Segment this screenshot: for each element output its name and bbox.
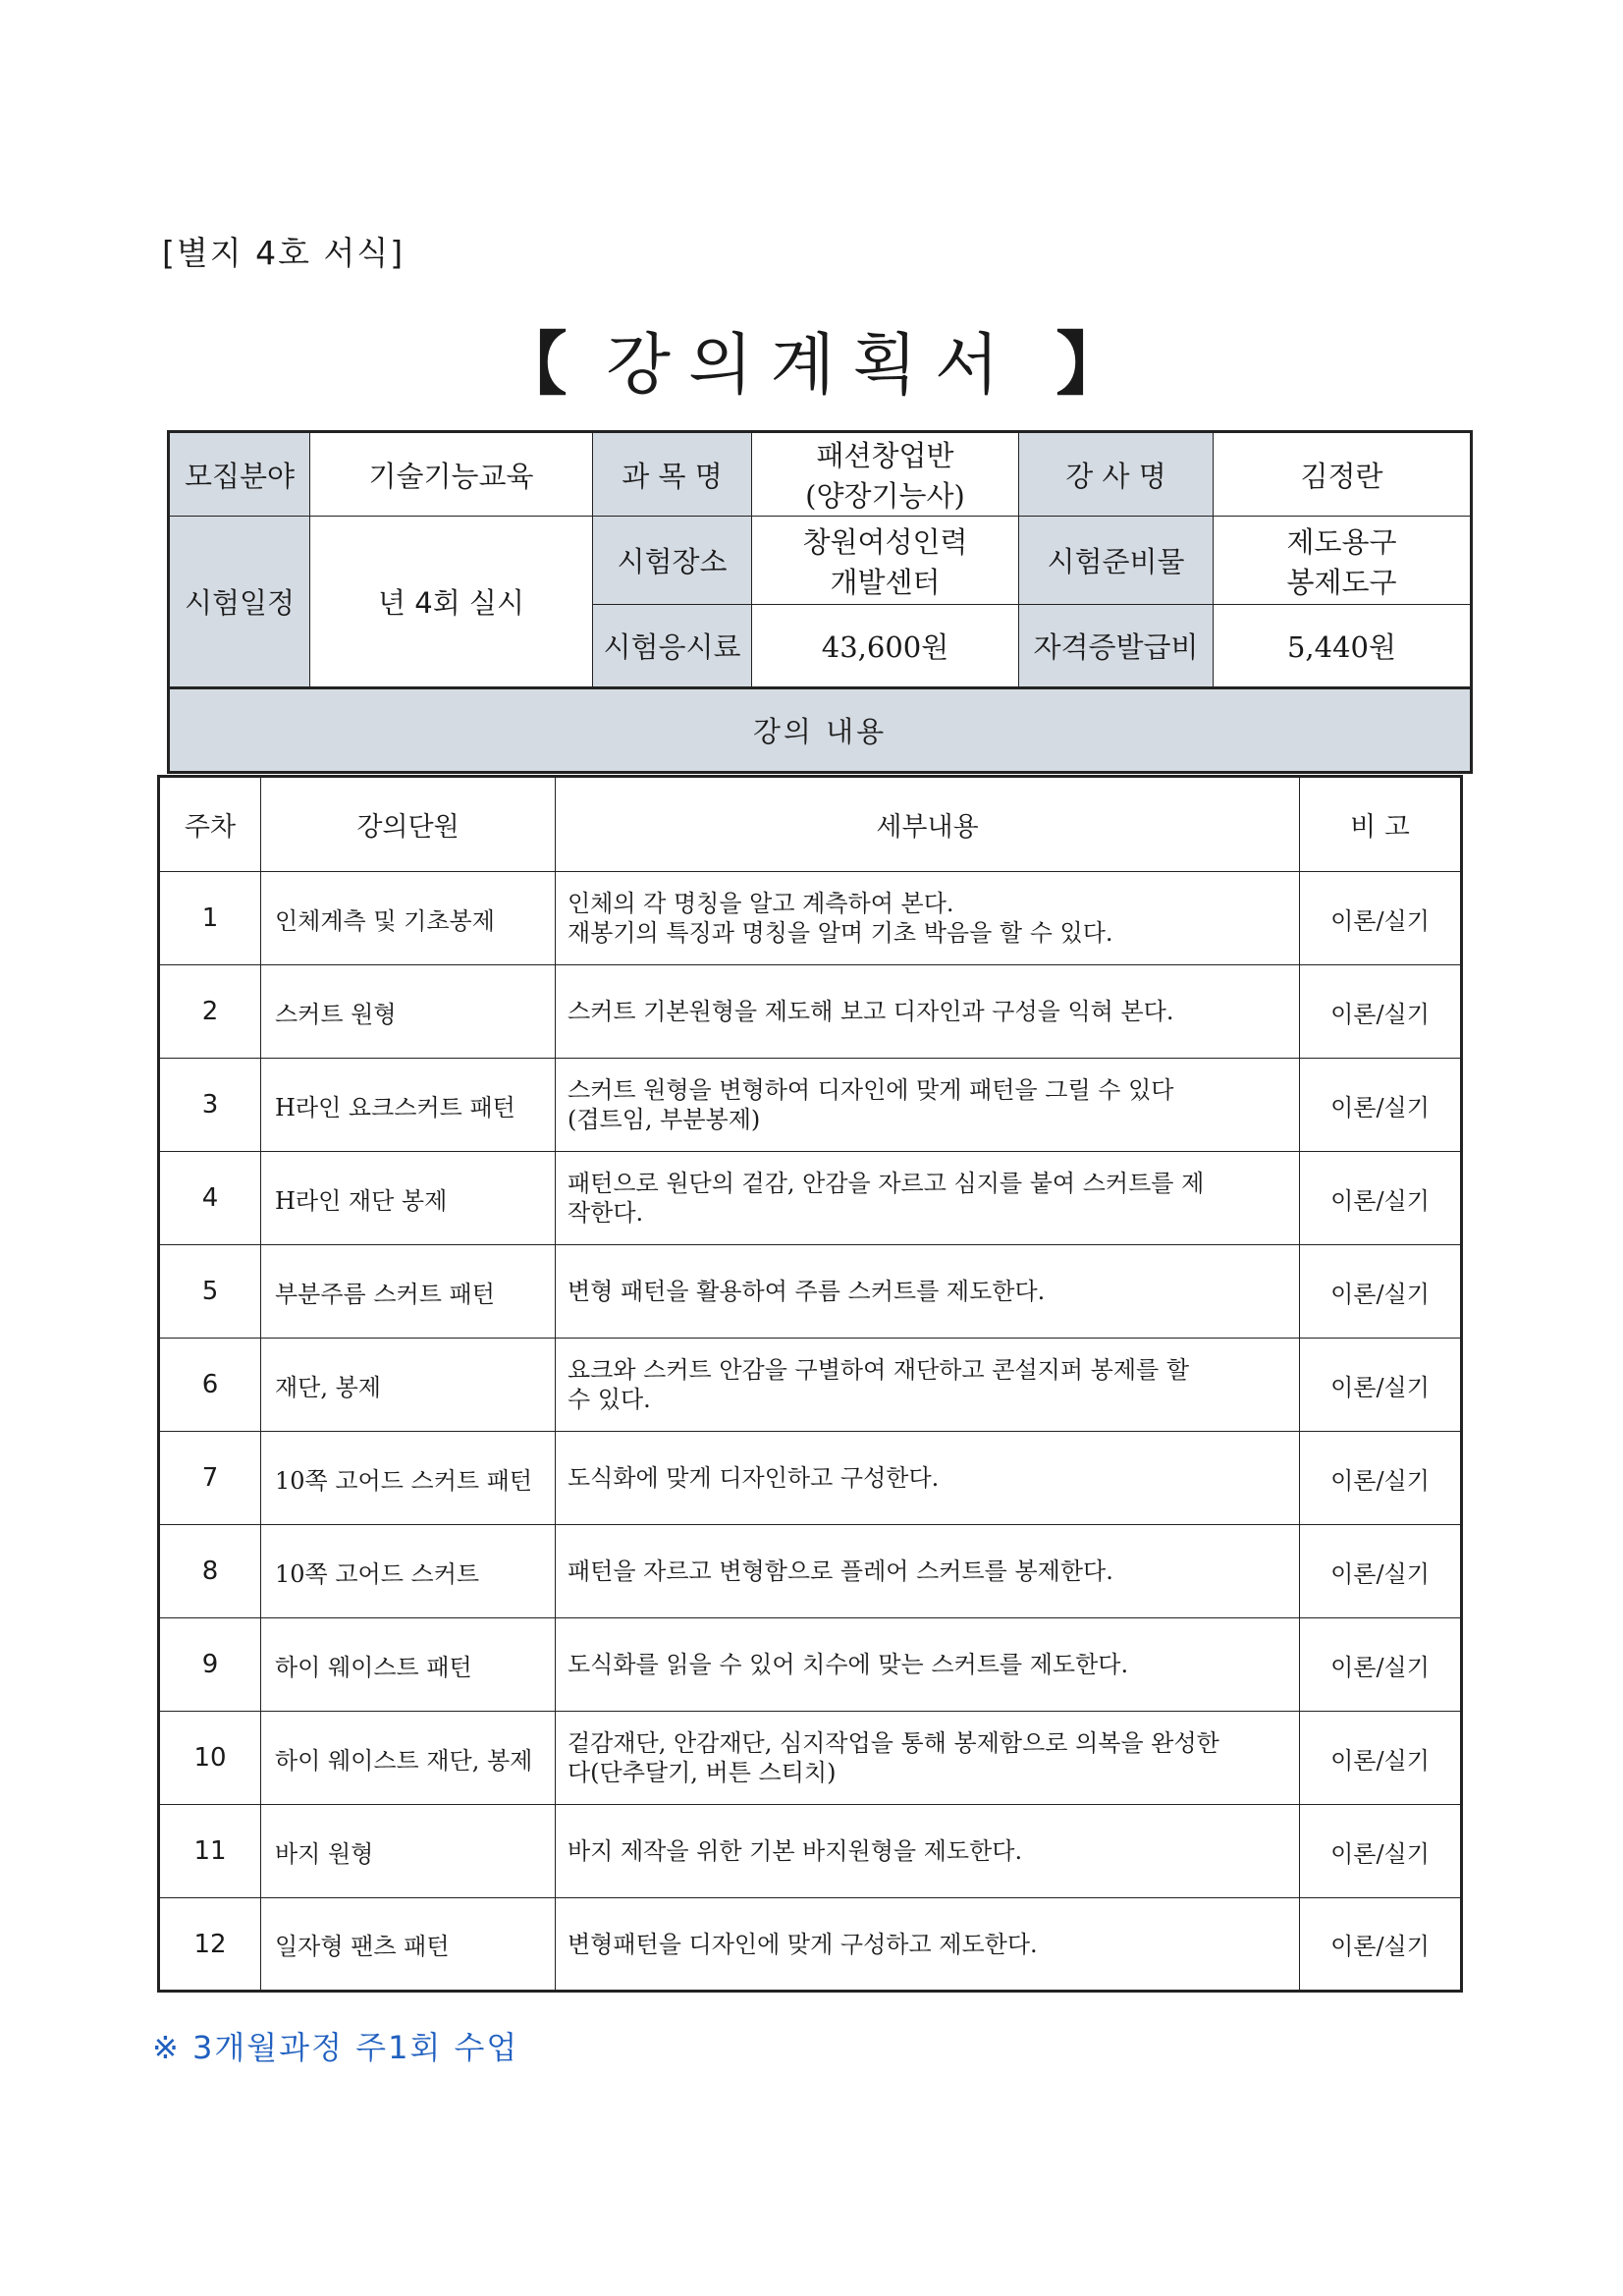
week-cell: 6 (159, 1339, 261, 1432)
header-week: 주차 (159, 777, 261, 872)
exam-supplies-label: 시험준비물 (1019, 517, 1214, 605)
week-cell: 1 (159, 872, 261, 965)
detail-cell (556, 965, 1300, 1059)
week-cell: 12 (159, 1898, 261, 1992)
table-row (159, 965, 1462, 1059)
table-row (159, 1805, 1462, 1898)
detail-line1: 변형 패턴을 활용하여 주름 스커트를 제도한다. (568, 1278, 1046, 1305)
table-row (159, 1059, 1462, 1152)
recruit-field-label: 모집분야 (169, 432, 310, 517)
header-unit: 강의단원 (261, 777, 556, 872)
unit-cell: 스커트 원형 (261, 965, 556, 1059)
detail-cell (556, 1712, 1300, 1805)
week-cell: 9 (159, 1618, 261, 1712)
exam-supplies-line2: 봉제도구 (1286, 565, 1397, 599)
unit-cell: 바지 원형 (261, 1805, 556, 1898)
detail-line2: 다(단추달기, 버튼 스티치) (568, 1759, 837, 1786)
week-cell: 10 (159, 1712, 261, 1805)
footnote: ※ 3개월과정 주1회 수업 (152, 2029, 519, 2066)
week-cell: 2 (159, 965, 261, 1059)
instructor-value: 김정란 (1214, 432, 1472, 517)
course-info-table (167, 430, 1473, 774)
exam-fee-value: 43,600원 (752, 605, 1019, 688)
detail-line1: 겉감재단, 안감재단, 심지작업을 통해 봉제함으로 의복을 완성한 (568, 1729, 1219, 1757)
title-text: 강의계획서 (606, 327, 1017, 405)
form-label: [별지 4호 서식] (162, 234, 406, 272)
table-row (159, 1152, 1462, 1245)
table-row (159, 1712, 1462, 1805)
unit-cell: 부분주름 스커트 패턴 (261, 1245, 556, 1339)
exam-venue-label: 시험장소 (593, 517, 752, 605)
detail-cell (556, 1059, 1300, 1152)
detail-line1: 패턴으로 원단의 겉감, 안감을 자르고 심지를 붙여 스커트를 제 (568, 1170, 1205, 1197)
detail-cell (556, 1898, 1300, 1992)
week-cell: 5 (159, 1245, 261, 1339)
exam-supplies-value (1214, 517, 1472, 605)
subject-value (752, 432, 1019, 517)
week-cell: 3 (159, 1059, 261, 1152)
title-bracket-close: 】 (1055, 324, 1125, 405)
table-row (159, 872, 1462, 965)
lecture-content-header: 강의 내용 (169, 688, 1472, 773)
note-cell: 이론/실기 (1300, 965, 1462, 1059)
note-cell: 이론/실기 (1300, 1712, 1462, 1805)
detail-cell (556, 1805, 1300, 1898)
table-row (159, 1898, 1462, 1992)
note-cell: 이론/실기 (1300, 1898, 1462, 1992)
header-detail: 세부내용 (556, 777, 1300, 872)
detail-line2: 재봉기의 특징과 명칭을 알며 기초 박음을 할 수 있다. (568, 919, 1113, 947)
exam-supplies-line1: 제도용구 (1286, 524, 1397, 559)
cert-fee-value: 5,440원 (1214, 605, 1472, 688)
detail-cell (556, 1618, 1300, 1712)
subject-label: 과 목 명 (593, 432, 752, 517)
lecture-schedule-table (157, 775, 1463, 1993)
detail-line1: 스커트 기본원형을 제도해 보고 디자인과 구성을 익혀 본다. (568, 998, 1174, 1025)
unit-cell: 하이 웨이스트 재단, 봉제 (261, 1712, 556, 1805)
header-note: 비 고 (1300, 777, 1462, 872)
unit-cell: 하이 웨이스트 패턴 (261, 1618, 556, 1712)
table-row (159, 1339, 1462, 1432)
note-cell: 이론/실기 (1300, 872, 1462, 965)
exam-fee-label: 시험응시료 (593, 605, 752, 688)
subject-value-line1: 패션창업반 (816, 439, 954, 472)
instructor-label: 강 사 명 (1019, 432, 1214, 517)
unit-cell: H라인 요크스커트 패턴 (261, 1059, 556, 1152)
note-cell: 이론/실기 (1300, 1432, 1462, 1525)
note-cell: 이론/실기 (1300, 1245, 1462, 1339)
table-row (159, 1525, 1462, 1618)
unit-cell: 일자형 팬츠 패턴 (261, 1898, 556, 1992)
detail-line1: 도식화를 읽을 수 있어 치수에 맞는 스커트를 제도한다. (568, 1651, 1129, 1678)
unit-cell: 10쪽 고어드 스커트 (261, 1525, 556, 1618)
detail-cell (556, 1245, 1300, 1339)
table-row (159, 1618, 1462, 1712)
exam-venue-line2: 개발센터 (830, 565, 941, 599)
detail-cell (556, 1152, 1300, 1245)
week-cell: 8 (159, 1525, 261, 1618)
detail-cell (556, 1432, 1300, 1525)
recruit-field-value: 기술기능교육 (310, 432, 593, 517)
detail-line1: 바지 제작을 위한 기본 바지원형을 제도한다. (568, 1837, 1023, 1865)
unit-cell: 재단, 봉제 (261, 1339, 556, 1432)
detail-line1: 변형패턴을 디자인에 맞게 구성하고 제도한다. (568, 1930, 1038, 1958)
exam-venue-value (752, 517, 1019, 605)
note-cell: 이론/실기 (1300, 1152, 1462, 1245)
detail-cell (556, 872, 1300, 965)
detail-cell (556, 1525, 1300, 1618)
unit-cell: 10쪽 고어드 스커트 패턴 (261, 1432, 556, 1525)
detail-line1: 요크와 스커트 안감을 구별하여 재단하고 콘설지퍼 봉제를 할 (568, 1356, 1190, 1384)
title-bracket-open: 【 (498, 324, 568, 405)
note-cell: 이론/실기 (1300, 1618, 1462, 1712)
detail-line1: 도식화에 맞게 디자인하고 구성한다. (568, 1464, 940, 1492)
exam-schedule-label: 시험일정 (169, 517, 310, 688)
cert-fee-label: 자격증발급비 (1019, 605, 1214, 688)
week-cell: 11 (159, 1805, 261, 1898)
detail-line1: 스커트 원형을 변형하여 디자인에 맞게 패턴을 그릴 수 있다 (568, 1076, 1174, 1104)
detail-line1: 패턴을 자르고 변형함으로 플레어 스커트를 봉제한다. (568, 1558, 1113, 1585)
unit-cell: 인체계측 및 기초봉제 (261, 872, 556, 965)
week-cell: 4 (159, 1152, 261, 1245)
subject-value-line2: (양장기능사) (805, 479, 965, 513)
exam-venue-line1: 창원여성인력 (802, 524, 968, 559)
detail-line2: 작한다. (568, 1199, 644, 1227)
note-cell: 이론/실기 (1300, 1059, 1462, 1152)
detail-line2: (겹트임, 부분봉제) (568, 1106, 761, 1133)
note-cell: 이론/실기 (1300, 1339, 1462, 1432)
note-cell: 이론/실기 (1300, 1805, 1462, 1898)
detail-line2: 수 있다. (568, 1386, 651, 1413)
page-title (0, 309, 1623, 409)
exam-schedule-value: 년 4회 실시 (310, 517, 593, 688)
table-row (159, 1245, 1462, 1339)
unit-cell: H라인 재단 봉제 (261, 1152, 556, 1245)
table-row (159, 1432, 1462, 1525)
detail-line1: 인체의 각 명칭을 알고 계측하여 본다. (568, 890, 954, 917)
week-cell: 7 (159, 1432, 261, 1525)
detail-cell (556, 1339, 1300, 1432)
note-cell: 이론/실기 (1300, 1525, 1462, 1618)
